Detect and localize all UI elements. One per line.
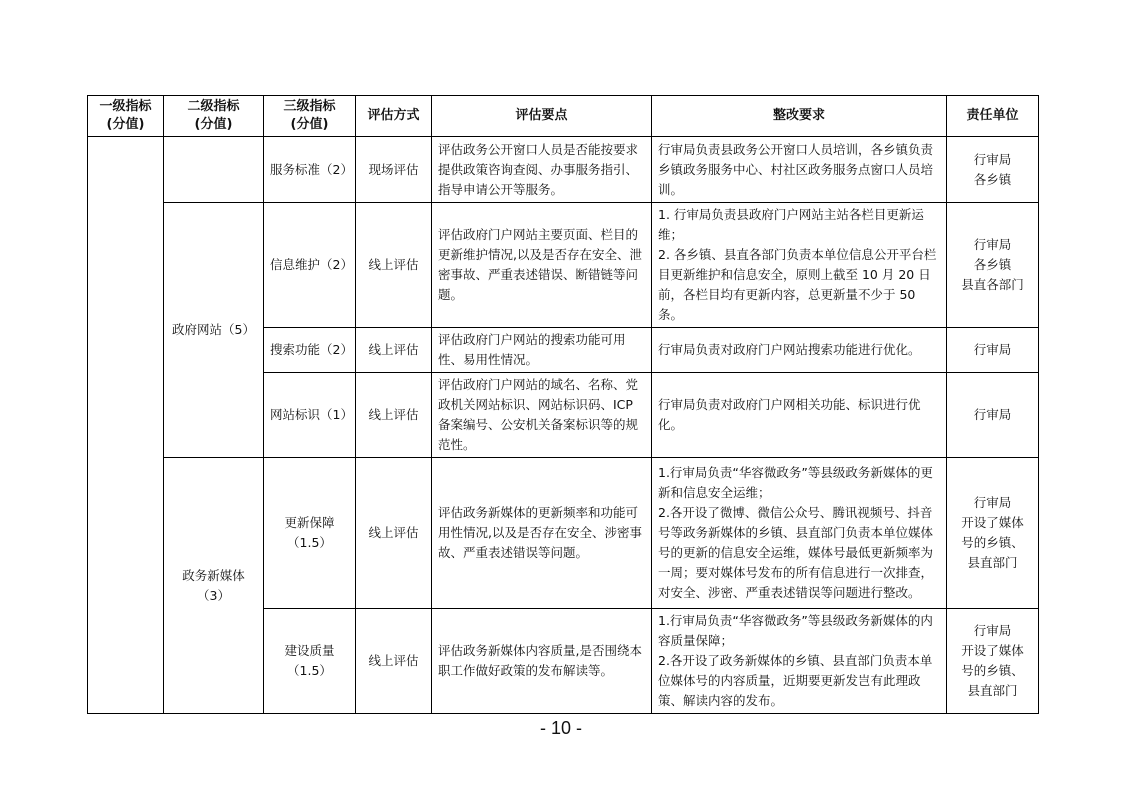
level3-cell: 网站标识（1） bbox=[264, 373, 356, 458]
requirements-cell: 行审局负责县政务公开窗口人员培训，各乡镇负责乡镇政务服务中心、村社区政务服务点窗口人员培训。 bbox=[652, 137, 947, 203]
requirements-cell: 1. 行审局负责县政府门户网站主站各栏目更新运维； 2. 各乡镇、县直各部门负责本单位信息公开平台栏目更新维护和信息安全，原则上截至 10 月 20 日前，各栏目均有更新内容，总更新量不少于 50 条。 bbox=[652, 203, 947, 328]
unit-cell: 行审局 bbox=[947, 373, 1039, 458]
method-cell: 线上评估 bbox=[356, 458, 432, 609]
requirements-cell: 行审局负责对政府门户网站搜索功能进行优化。 bbox=[652, 328, 947, 373]
table-header-row bbox=[88, 96, 1039, 137]
unit-cell: 行审局 各乡镇 bbox=[947, 137, 1039, 203]
unit-cell: 行审局 bbox=[947, 328, 1039, 373]
points-cell: 评估政务公开窗口人员是否能按要求提供政策咨询查阅、办事服务指引、指导申请公开等服务。 bbox=[432, 137, 652, 203]
header-unit: 责任单位 bbox=[947, 96, 1039, 137]
table-row bbox=[88, 137, 1039, 203]
method-cell: 现场评估 bbox=[356, 137, 432, 203]
method-cell: 线上评估 bbox=[356, 203, 432, 328]
method-cell: 线上评估 bbox=[356, 609, 432, 714]
points-cell: 评估政务新媒体的更新频率和功能可用性情况,以及是否存在安全、涉密事故、严重表述错误等问题。 bbox=[432, 458, 652, 609]
level3-cell: 服务标准（2） bbox=[264, 137, 356, 203]
unit-cell: 行审局 开设了媒体 号的乡镇、 县直部门 bbox=[947, 609, 1039, 714]
header-points: 评估要点 bbox=[432, 96, 652, 137]
level3-cell: 信息维护（2） bbox=[264, 203, 356, 328]
level3-cell: 建设质量 （1.5） bbox=[264, 609, 356, 714]
unit-cell: 行审局 各乡镇 县直各部门 bbox=[947, 203, 1039, 328]
table-row bbox=[88, 203, 1039, 328]
level1-cell bbox=[88, 137, 164, 714]
level2-cell-media: 政务新媒体 （3） bbox=[164, 458, 264, 714]
points-cell: 评估政府门户网站的域名、名称、党政机关网站标识、网站标识码、ICP 备案编号、公安机关备案标识等的规范性。 bbox=[432, 373, 652, 458]
table-row bbox=[88, 458, 1039, 609]
header-requirements: 整改要求 bbox=[652, 96, 947, 137]
header-method: 评估方式 bbox=[356, 96, 432, 137]
points-cell: 评估政府门户网站主要页面、栏目的更新维护情况,以及是否存在安全、泄密事故、严重表述错误、断错链等问题。 bbox=[432, 203, 652, 328]
level3-cell: 更新保障 （1.5） bbox=[264, 458, 356, 609]
points-cell: 评估政府门户网站的搜索功能可用性、易用性情况。 bbox=[432, 328, 652, 373]
page-number: - 10 - bbox=[539, 718, 582, 738]
points-cell: 评估政务新媒体内容质量,是否围绕本职工作做好政策的发布解读等。 bbox=[432, 609, 652, 714]
level3-cell: 搜索功能（2） bbox=[264, 328, 356, 373]
method-cell: 线上评估 bbox=[356, 373, 432, 458]
header-level3: 三级指标 (分值) bbox=[264, 96, 356, 137]
method-cell: 线上评估 bbox=[356, 328, 432, 373]
level2-cell-empty bbox=[164, 137, 264, 203]
requirements-cell: 1.行审局负责“华容微政务”等县级政务新媒体的内容质量保障； 2.各开设了政务新媒体的乡镇、县直部门负责本单位媒体号的内容质量，近期要更新发岂有此理政策、解读内容的发布。 bbox=[652, 609, 947, 714]
header-level1: 一级指标 (分值) bbox=[88, 96, 164, 137]
header-level2: 二级指标 (分值) bbox=[164, 96, 264, 137]
level2-cell-website: 政府网站（5） bbox=[164, 203, 264, 458]
requirements-cell: 1.行审局负责“华容微政务”等县级政务新媒体的更新和信息安全运维； 2.各开设了微博、微信公众号、腾讯视频号、抖音号等政务新媒体的乡镇、县直部门负责本单位媒体号的更新的信息安全运维，媒体号最低更新频率为一周；要对媒体号发布的所有信息进行一次排查，对安全、涉密、严重表述错误等问题进行整改。 bbox=[652, 458, 947, 609]
evaluation-table bbox=[87, 95, 1039, 714]
requirements-cell: 行审局负责对政府门户网相关功能、标识进行优化。 bbox=[652, 373, 947, 458]
unit-cell: 行审局 开设了媒体 号的乡镇、 县直部门 bbox=[947, 458, 1039, 609]
